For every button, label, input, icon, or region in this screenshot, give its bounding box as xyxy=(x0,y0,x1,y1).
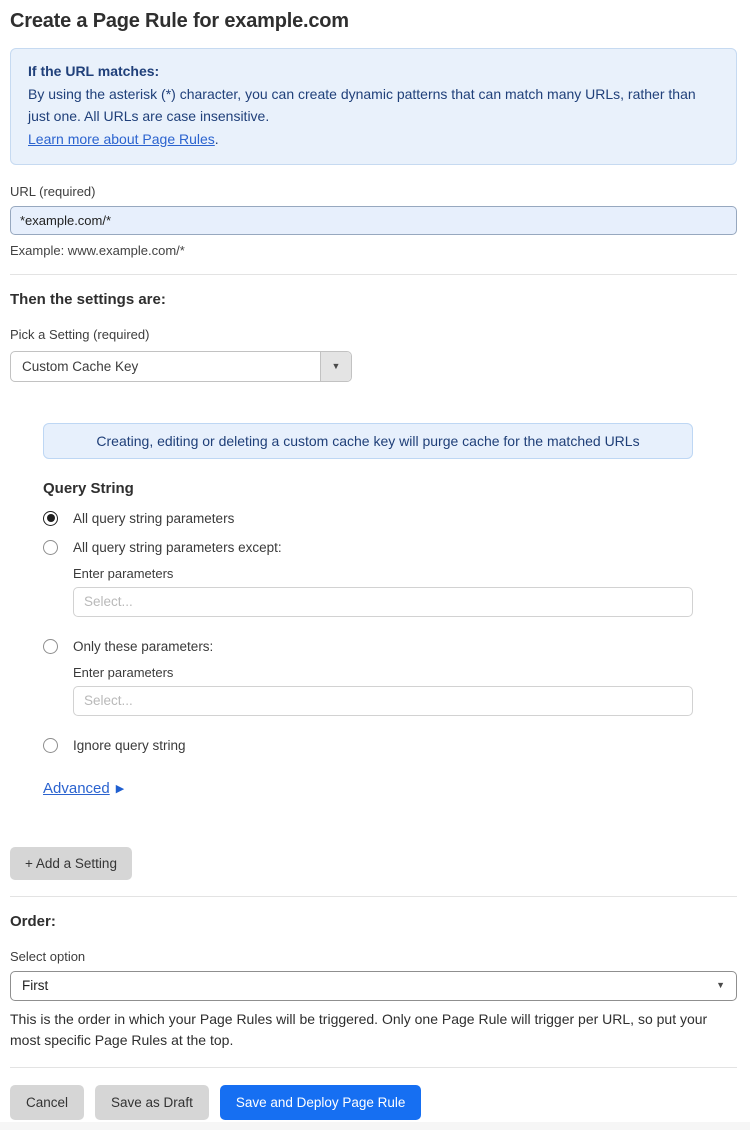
radio-icon[interactable] xyxy=(43,639,58,654)
radio-icon[interactable] xyxy=(43,540,58,555)
chevron-down-icon: ▼ xyxy=(716,980,725,991)
setting-picker-caret-button[interactable] xyxy=(320,352,351,381)
info-box-link-line xyxy=(28,128,719,151)
divider xyxy=(10,896,737,897)
learn-more-link[interactable]: Learn more about Page Rules xyxy=(28,131,215,148)
order-select-label: Select option xyxy=(10,948,86,964)
radio-option-only-these[interactable] xyxy=(43,639,737,654)
radio-icon[interactable] xyxy=(43,738,58,753)
url-input[interactable] xyxy=(10,206,737,235)
info-box-heading: If the URL matches: xyxy=(28,63,160,79)
radio-label: All query string parameters except: xyxy=(73,539,282,555)
url-field-label: URL (required) xyxy=(10,183,96,199)
advanced-toggle[interactable] xyxy=(43,780,124,797)
only-parameters-input[interactable] xyxy=(73,686,693,716)
setting-picker-label: Pick a Setting (required) xyxy=(10,326,150,342)
settings-heading: Then the settings are: xyxy=(10,290,166,308)
radio-label: All query string parameters xyxy=(73,510,235,526)
save-and-deploy-button[interactable]: Save and Deploy Page Rule xyxy=(220,1085,422,1120)
cancel-button[interactable]: Cancel xyxy=(10,1085,84,1120)
radio-option-all-params[interactable] xyxy=(43,511,737,526)
triangle-right-icon: ▶ xyxy=(115,782,125,795)
page-bottom-edge xyxy=(0,1122,750,1130)
form-actions xyxy=(10,1085,737,1120)
setting-picker[interactable] xyxy=(10,351,352,382)
info-box-body: By using the asterisk (*) character, you can create dynamic patterns that can match many URLs, rather than just one. All URLs are case insensitive. xyxy=(28,85,696,125)
advanced-link-label[interactable]: Advanced xyxy=(43,779,110,797)
except-parameters-field xyxy=(73,566,737,625)
add-setting-button[interactable]: + Add a Setting xyxy=(10,847,132,880)
page-title: Create a Page Rule for example.com xyxy=(10,10,349,32)
order-heading: Order: xyxy=(10,912,56,930)
query-string-section xyxy=(43,480,737,798)
page-rule-form xyxy=(0,10,750,1120)
link-suffix: . xyxy=(214,131,219,148)
enter-parameters-label: Enter parameters xyxy=(73,565,174,581)
chevron-down-icon: ▼ xyxy=(331,360,341,371)
radio-label: Only these parameters: xyxy=(73,638,214,654)
order-select-value: First xyxy=(22,978,49,994)
save-as-draft-button[interactable]: Save as Draft xyxy=(95,1085,209,1120)
radio-label: Ignore query string xyxy=(73,737,186,753)
divider xyxy=(10,1067,737,1068)
divider xyxy=(10,274,737,275)
cache-key-notice: Creating, editing or deleting a custom cache key will purge cache for the matched URLs xyxy=(43,423,693,459)
url-example-helper: Example: www.example.com/* xyxy=(10,242,185,258)
enter-parameters-label: Enter parameters xyxy=(73,664,174,680)
order-helper-text: This is the order in which your Page Rules will be triggered. Only one Page Rule will trigger per URL, so put your most specific Page Rules at the top. xyxy=(10,1010,708,1048)
setting-picker-value: Custom Cache Key xyxy=(22,358,139,374)
query-string-heading: Query String xyxy=(43,479,134,497)
except-parameters-input[interactable] xyxy=(73,587,693,617)
radio-option-ignore-query-string[interactable] xyxy=(43,738,737,753)
radio-icon[interactable] xyxy=(43,511,58,526)
radio-option-all-except[interactable] xyxy=(43,540,737,555)
only-parameters-field xyxy=(73,665,737,724)
url-match-info-box xyxy=(10,48,737,165)
order-select[interactable] xyxy=(10,971,737,1001)
